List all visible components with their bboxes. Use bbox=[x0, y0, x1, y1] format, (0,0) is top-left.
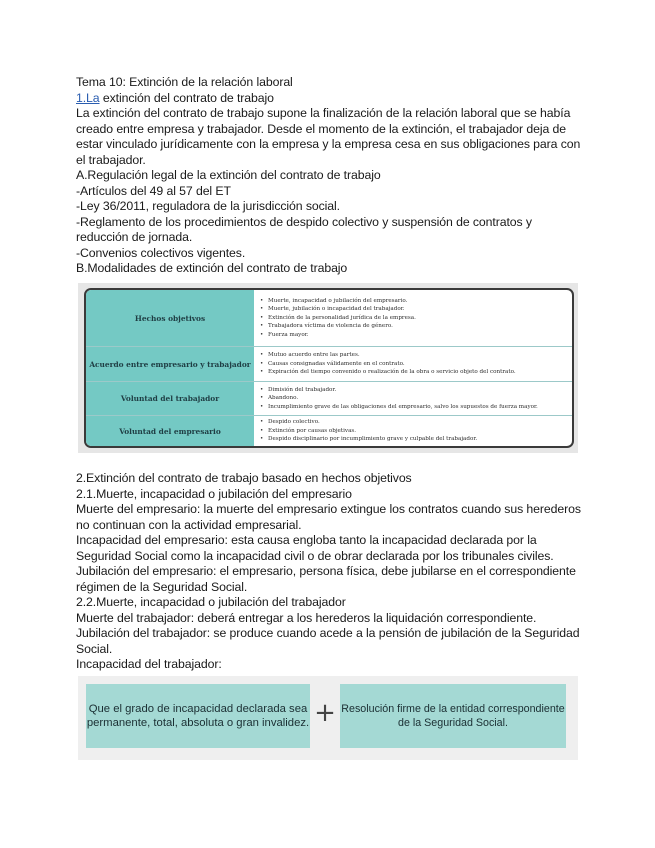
paragraph-employer-incapacity: Incapacidad del empresario: esta causa engloba tanto la incapacidad declarada por la Seguridad Social como la incapacidad civil o de obrar declarada por los tribunales civiles. bbox=[76, 533, 554, 563]
row-items bbox=[258, 347, 568, 381]
paragraph-employer-death: Muerte del empresario: la muerte del empresario extingue los contratos cuando sus herederos no continuan con la actividad empresarial. bbox=[76, 502, 581, 532]
incapacity-requirements-figure bbox=[78, 676, 578, 760]
section-1-heading bbox=[76, 91, 586, 107]
row-label: Voluntad del trabajador bbox=[86, 382, 255, 415]
regulation-item-2: -Ley 36/2011, reguladora de la jurisdicción social. bbox=[76, 199, 340, 213]
paragraph-intro: La extinción del contrato de trabajo supone la finalización de la relación laboral que se había creado entre empresa y trabajador. Desde el momento de la extinción, el trabajador deja de estar vinculado jurídicamente con la empresa y la empresa cesa en sus obligaciones para con el trabajador. bbox=[76, 106, 581, 167]
section-1-link[interactable]: 1.La bbox=[76, 90, 100, 105]
list-item: • Despido colectivo. bbox=[268, 418, 568, 426]
doc-title: Tema 10: Extinción de la relación laboral bbox=[76, 75, 293, 89]
row-items bbox=[258, 382, 568, 415]
paragraph-worker-death: Muerte del trabajador: deberá entregar a los herederos la liquidación correspondiente. bbox=[76, 610, 537, 625]
requirement-box-degree: Que el grado de incapacidad declarada sea permanente, total, absoluta o gran invalidez. bbox=[86, 684, 310, 748]
list-item: • Muerte, incapacidad o jubilación del empresario. bbox=[268, 297, 568, 305]
table-row bbox=[86, 347, 572, 382]
list-item: • Causas consignadas válidamente en el contrato. bbox=[268, 360, 568, 368]
requirement-box-resolution: Resolución firme de la entidad correspondiente de la Seguridad Social. bbox=[340, 684, 566, 748]
table-row bbox=[86, 382, 572, 416]
plus-icon: + bbox=[314, 698, 336, 728]
paragraph-worker-retirement: Jubilación del trabajador: se produce cuando acede a la pensión de jubilación de la Seguridad Social. bbox=[76, 626, 580, 656]
regulation-item-3: -Reglamento de los procedimientos de despido colectivo y suspensión de contratos y reducción de jornada. bbox=[76, 214, 532, 244]
row-label: Voluntad del empresario bbox=[86, 416, 255, 446]
section-2-2-heading: 2.2.Muerte, incapacidad o jubilación del trabajador bbox=[76, 595, 346, 609]
intro-block bbox=[76, 75, 586, 277]
section-1-heading-text: extinción del contrato de trabajo bbox=[99, 90, 274, 105]
list-item: • Despido disciplinario por incumplimiento grave y culpable del trabajador. bbox=[268, 435, 568, 443]
list-item: • Dimisión del trabajador. bbox=[268, 386, 568, 394]
table-row bbox=[86, 290, 572, 347]
list-item: • Expiración del tiempo convenido o realización de la obra o servicio objeto del contrato. bbox=[268, 368, 568, 376]
list-item: • Fuerza mayor. bbox=[268, 331, 568, 339]
modalities-table bbox=[84, 288, 574, 448]
regulation-item-1: -Artículos del 49 al 57 del ET bbox=[76, 183, 231, 198]
list-item: • Mutuo acuerdo entre las partes. bbox=[268, 351, 568, 359]
subheading-b: B.Modalidades de extinción del contrato de trabajo bbox=[76, 261, 348, 275]
paragraph-worker-incapacity: Incapacidad del trabajador: bbox=[76, 657, 222, 671]
section-2-heading: 2.Extinción del contrato de trabajo basado en hechos objetivos bbox=[76, 471, 412, 485]
regulation-item-4: -Convenios colectivos vigentes. bbox=[76, 245, 246, 260]
table-row bbox=[86, 416, 572, 446]
paragraph-employer-retirement: Jubilación del empresario: el empresario, persona física, debe jubilarse en el correspondiente régimen de la Seguridad Social. bbox=[76, 564, 576, 594]
list-item: • Extinción por causas objetivas. bbox=[268, 427, 568, 435]
row-items bbox=[258, 416, 568, 446]
list-item: • Trabajadora víctima de violencia de género. bbox=[268, 322, 568, 330]
list-item: • Abandono. bbox=[268, 394, 568, 402]
row-label: Acuerdo entre empresario y trabajador bbox=[86, 347, 255, 381]
row-label: Hechos objetivos bbox=[86, 290, 255, 346]
section-2-1-heading: 2.1.Muerte, incapacidad o jubilación del empresario bbox=[76, 486, 352, 501]
list-item: • Extinción de la personalidad jurídica de la empresa. bbox=[268, 314, 568, 322]
list-item: • Muerte, jubilación o incapacidad del trabajador. bbox=[268, 305, 568, 313]
modalities-table-figure bbox=[78, 283, 578, 453]
objective-facts-block bbox=[76, 471, 586, 673]
list-item: • Incumplimiento grave de las obligaciones del empresario, salvo los supuestos de fuerza mayor. bbox=[268, 403, 568, 411]
row-items bbox=[258, 290, 568, 346]
subheading-a: A.Regulación legal de la extinción del contrato de trabajo bbox=[76, 168, 381, 182]
